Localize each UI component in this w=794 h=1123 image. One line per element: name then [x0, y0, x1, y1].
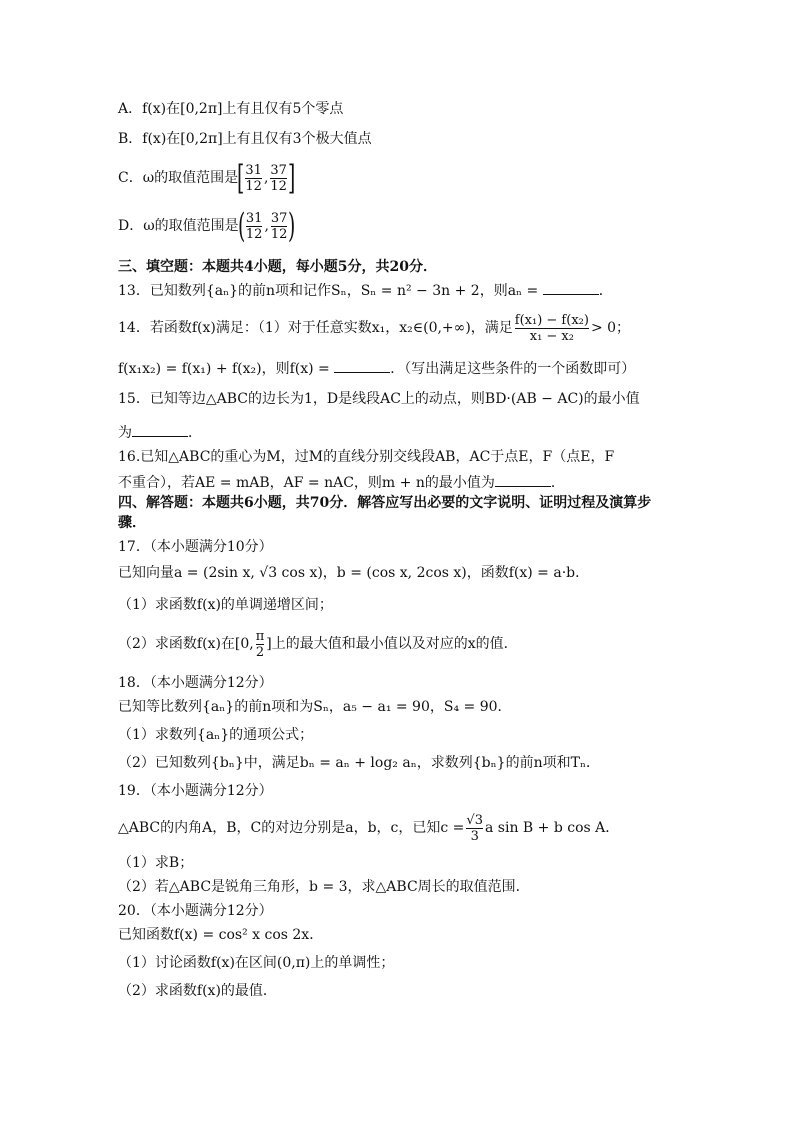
- question-15-line-1: 15．已知等边△ABC的边长为1，D是线段AC上的动点，则BD·(AB − AC)的最小值: [118, 391, 640, 407]
- frac-den: 12: [245, 178, 262, 194]
- q20-title: 20．（本小题满分12分）: [118, 903, 273, 919]
- q15-line2-text: 为: [118, 425, 132, 441]
- q13-text: 13．已知数列{aₙ}的前n项和记作Sₙ，Sₙ = n² − 3n + 2，则aₙ =: [118, 283, 539, 299]
- frac-den: 12: [270, 226, 288, 242]
- section-4-heading-line-1: 四、解答题：本题共6小题，共70分．解答应写出必要的文字说明、证明过程及演算步: [118, 495, 652, 511]
- section-3-heading: 三、填空题：本题共4小题，每小题5分，共20分．: [118, 259, 437, 275]
- q19-part-1: （1）求B；: [118, 855, 194, 871]
- q16-line2-text: 不重合），若AE = mAB，AF = nAC，则m + n的最小值为: [118, 475, 495, 491]
- q17-part-1: （1）求函数f(x)的单调递增区间；: [118, 597, 333, 613]
- frac-den: 12: [270, 178, 287, 194]
- option-a: A．f(x)在[0,2π]上有且仅有5个零点: [118, 101, 344, 117]
- q19-fraction: [466, 813, 483, 844]
- answer-blank: [132, 422, 188, 437]
- frac-den: 12: [245, 226, 263, 242]
- q18-part-2: （2）已知数列{bₙ}中，满足bₙ = aₙ + log₂ aₙ，求数列{bₙ}的前n项和Tₙ．: [118, 755, 601, 771]
- question-16-line-2: [118, 472, 565, 492]
- option-c-prefix: C．ω的取值范围是: [118, 170, 239, 186]
- q20-part-1: （1）讨论函数f(x)在区间(0,π)上的单调性；: [118, 955, 395, 971]
- question-13: [118, 280, 613, 300]
- option-d: D．ω的取值范围是( $\frac{31}{12}$ , $\frac{37}{12}$ ): [118, 206, 296, 246]
- section-4-heading-line-2: 骤．: [118, 515, 146, 531]
- option-d-frac-2: [271, 211, 288, 242]
- answer-blank: [543, 280, 599, 295]
- option-c-frac-1: [245, 163, 262, 194]
- q17-p2-fraction: [256, 629, 265, 660]
- q18-part-1: （1）求数列{aₙ}的通项公式；: [118, 727, 314, 743]
- frac-num: √3: [466, 812, 483, 828]
- q15-end: ．: [188, 425, 202, 441]
- q19-part-2: （2）若△ABC是锐角三角形，b = 3，求△ABC周长的取值范围．: [118, 879, 530, 895]
- option-c: C．ω的取值范围是[ $\frac{31}{12}$ , $\frac{37}{12}$ ]: [118, 158, 296, 198]
- q14-text: 14．若函数f(x)满足：（1）对于任意实数x₁，x₂∈(0,+∞)，满足: [118, 320, 513, 336]
- option-d-left-bracket: (: [237, 206, 245, 246]
- q19-stem-suffix: a sin B + b cos A．: [484, 820, 620, 836]
- q17-stem: 已知向量a = (2sin x, √3 cos x)，b = (cos x, 2cos x)，函数f(x) = a·b．: [118, 565, 590, 581]
- frac-num: 31: [245, 210, 263, 226]
- frac-den: 2: [255, 644, 265, 660]
- question-14-line-1: [118, 310, 630, 346]
- q14-end: > 0；: [590, 320, 631, 336]
- q19-stem: [118, 808, 619, 848]
- answer-blank: [495, 472, 551, 487]
- option-d-right-bracket: ): [288, 206, 296, 246]
- frac-num: 31: [245, 162, 262, 178]
- option-d-prefix: D．ω的取值范围是: [118, 218, 239, 234]
- q16-end: ．: [550, 475, 565, 491]
- q20-stem: 已知函数f(x) = cos² x cos 2x．: [118, 927, 324, 943]
- question-15-line-2: [118, 422, 202, 442]
- q17-p2-suffix: 上的最大值和最小值以及对应的x的值．: [271, 636, 518, 652]
- option-c-right-bracket: ]: [287, 158, 296, 198]
- q13-end: ．: [598, 283, 613, 299]
- q17-p2-prefix: （2）求函数f(x)在: [118, 636, 235, 652]
- q14-fraction: [515, 313, 589, 344]
- q18-title: 18．（本小题满分12分）: [118, 675, 273, 691]
- frac-den: 3: [466, 828, 483, 844]
- q14-line2-text: f(x₁x₂) = f(x₁) + f(x₂)，则f(x) =: [118, 361, 330, 377]
- option-c-frac-2: [270, 163, 287, 194]
- frac-num: 37: [270, 162, 287, 178]
- frac-num: f(x₁) − f(x₂): [514, 312, 589, 328]
- q19-stem-prefix: △ABC的内角A，B，C的对边分别是a，b，c，已知c =: [118, 820, 465, 836]
- frac-num: π: [255, 628, 265, 644]
- frac-num: 37: [270, 210, 288, 226]
- q20-part-2: （2）求函数f(x)的最值．: [118, 983, 277, 999]
- frac-den: x₁ − x₂: [515, 328, 589, 344]
- q17-p2-interval-right: ]: [266, 636, 272, 652]
- q18-stem: 已知等比数列{aₙ}的前n项和为Sₙ，a₅ − a₁ = 90，S₄ = 90．: [118, 699, 512, 715]
- q14-line2-end: ．（写出满足这些条件的一个函数即可）: [390, 361, 636, 377]
- option-d-frac-1: [246, 211, 263, 242]
- q17-p2-interval-left: [0,: [234, 636, 254, 652]
- q17-title: 17．（本小题满分10分）: [118, 539, 273, 555]
- option-c-left-bracket: [: [237, 158, 245, 198]
- option-b: B．f(x)在[0,2π]上有且仅有3个极大值点: [118, 131, 372, 147]
- q19-title: 19．（本小题满分12分）: [118, 783, 273, 799]
- answer-blank: [334, 358, 390, 373]
- q17-part-2: [118, 624, 518, 664]
- question-16-line-1: 16.已知△ABC的重心为M，过M的直线分别交线段AB，AC于点E，F（点E，F: [118, 449, 615, 465]
- question-14-line-2: [118, 358, 635, 378]
